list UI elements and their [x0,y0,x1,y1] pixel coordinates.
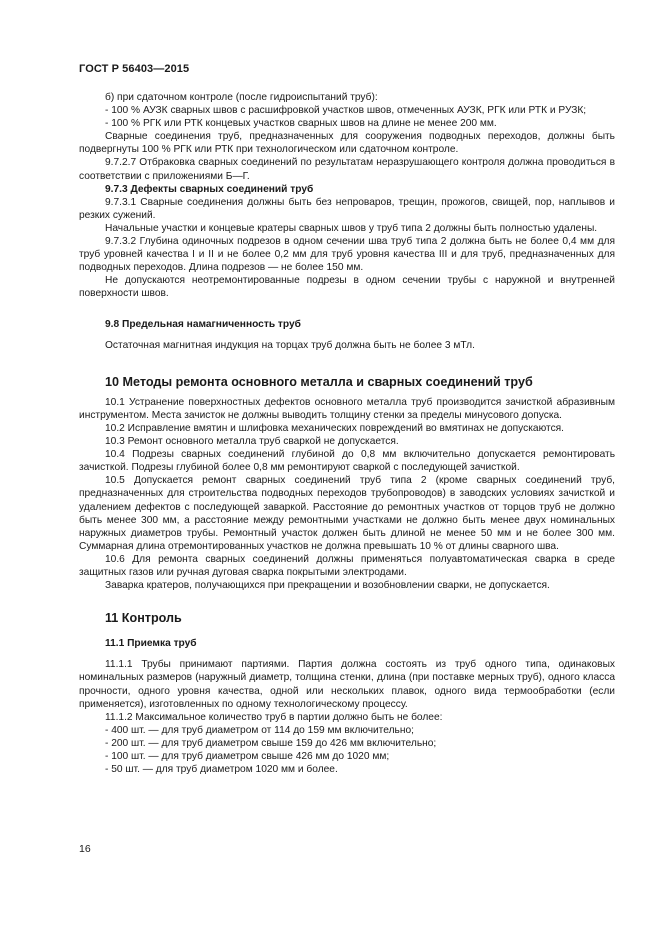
paragraph: Не допускаются неотремонтированные подрезы в одном сечении трубы с наружной и внутренней поверхности швов. [79,275,615,300]
page-number: 16 [79,843,91,855]
paragraph: Сварные соединения труб, предназначенных для сооружения подводных переходов, должны быть подвергнуты 100 % РГК или РТК при технологическом или сдаточном контроле. [79,131,615,156]
clause-9-7-3-2: 9.7.3.2 Глубина одиночных подрезов в одном сечении шва труб типа 2 должна быть не более 0,4 мм для труб уровней качества I и II и не более 0,2 мм для труб уровня качества III и для труб, предназначенных для подводных переходов. Длина подрезов — не более 150 мм. [79,236,615,274]
list-item: - 50 шт. — для труб диаметром 1020 мм и более. [105,764,338,776]
clause-10-3: 10.3 Ремонт основного металла труб сваркой не допускается. [105,436,399,448]
clause-10-5: 10.5 Допускается ремонт сварных соединений труб типа 2 (кроме сварных соединений труб, предназначенных для строительства подводных переходов трубопроводов) в заводских условиях зачисткой и удалением дефектов с последующей заваркой. Расстояние до ремонтных участков от торцов труб не должно быть менее 300 мм, а расстояние между ремонтными участками не должно быть менее двух номинальных наружных диаметров трубы. Ремонтный участок должен быть длиной не менее 50 мм и не более 300 мм. Суммарная длина отремонтированных участков не должна превышать 10 % от длины сварного шва. [79,475,615,552]
clause-11-1-2: 11.1.2 Максимальное количество труб в партии должно быть не более: [105,711,443,723]
section-heading-10: 10 Методы ремонта основного металла и сварных соединений труб [105,374,533,389]
paragraph: Остаточная магнитная индукция на торцах труб должна быть не более 3 мТл. [105,339,475,351]
list-item: - 100 шт. — для труб диаметром свыше 426 мм до 1020 мм; [105,751,390,763]
section-heading-11: 11 Контроль [105,611,182,626]
list-item: - 100 % РГК или РТК концевых участков сварных швов на длине не менее 200 мм. [105,118,497,130]
document-body [79,91,615,776]
clause-9-7-3-1: 9.7.3.1 Сварные соединения должны быть без непроваров, трещин, прожогов, свищей, пор, наплывов и резких сужений. [79,196,615,221]
subsection-heading-11-1: 11.1 Приемка труб [105,638,197,650]
section-heading-9-8: 9.8 Предельная намагниченность труб [105,318,301,330]
clause-10-2: 10.2 Исправление вмятин и шлифовка механических повреждений во вмятинах не допускаются. [105,422,565,434]
clause-9-7-2-7: 9.7.2.7 Отбраковка сварных соединений по результатам неразрушающего контроля должна проводиться в соответствии с приложениями Б—Г. [79,157,615,182]
page-header-standard-code: ГОСТ Р 56403—2015 [79,63,190,75]
clause-10-1: 10.1 Устранение поверхностных дефектов основного металла труб производится зачисткой абразивным инструментом. Места зачисток не должны выводить толщину стенки за пределы минусового допуска. [79,396,615,421]
clause-11-1-1: 11.1.1 Трубы принимают партиями. Партия должна состоять из труб одного типа, одинаковых номинальных размеров (наружный диаметр, толщина стенки, длина (при поставке мерных труб), одного класса прочности, одного уровня качества, одной или нескольких плавок, одного вида термообработки (если применяется), изготовленных по одному технологическому процессу. [79,659,615,710]
list-item: - 200 шт. — для труб диаметром свыше 159 до 426 мм включительно; [105,737,437,749]
clause-10-6: 10.6 Для ремонта сварных соединений должны применяться полуавтоматическая сварка в среде защитных газов или ручная дуговая сварка покрытыми электродами. [79,553,615,578]
paragraph: б) при сдаточном контроле (после гидроиспытаний труб): [105,92,378,103]
list-item: - 400 шт. — для труб диаметром от 114 до 159 мм включительно; [105,724,414,736]
paragraph: Заварка кратеров, получающихся при прекращении и возобновлении сварки, не допускается. [105,580,550,592]
subsection-heading-9-7-3: 9.7.3 Дефекты сварных соединений труб [105,183,314,195]
list-item: - 100 % АУЗК сварных швов с расшифровкой участков швов, отмеченных АУЗК, РГК или РТК и РУЗК; [105,105,587,117]
paragraph: Начальные участки и концевые кратеры сварных швов у труб типа 2 должны быть полностью удалены. [105,222,598,234]
clause-10-4: 10.4 Подрезы сварных соединений глубиной до 0,8 мм включительно допускается ремонтировать зачисткой. Подрезы глубиной более 0,8 мм ремонтируют сваркой с последующей зачисткой. [79,449,615,474]
